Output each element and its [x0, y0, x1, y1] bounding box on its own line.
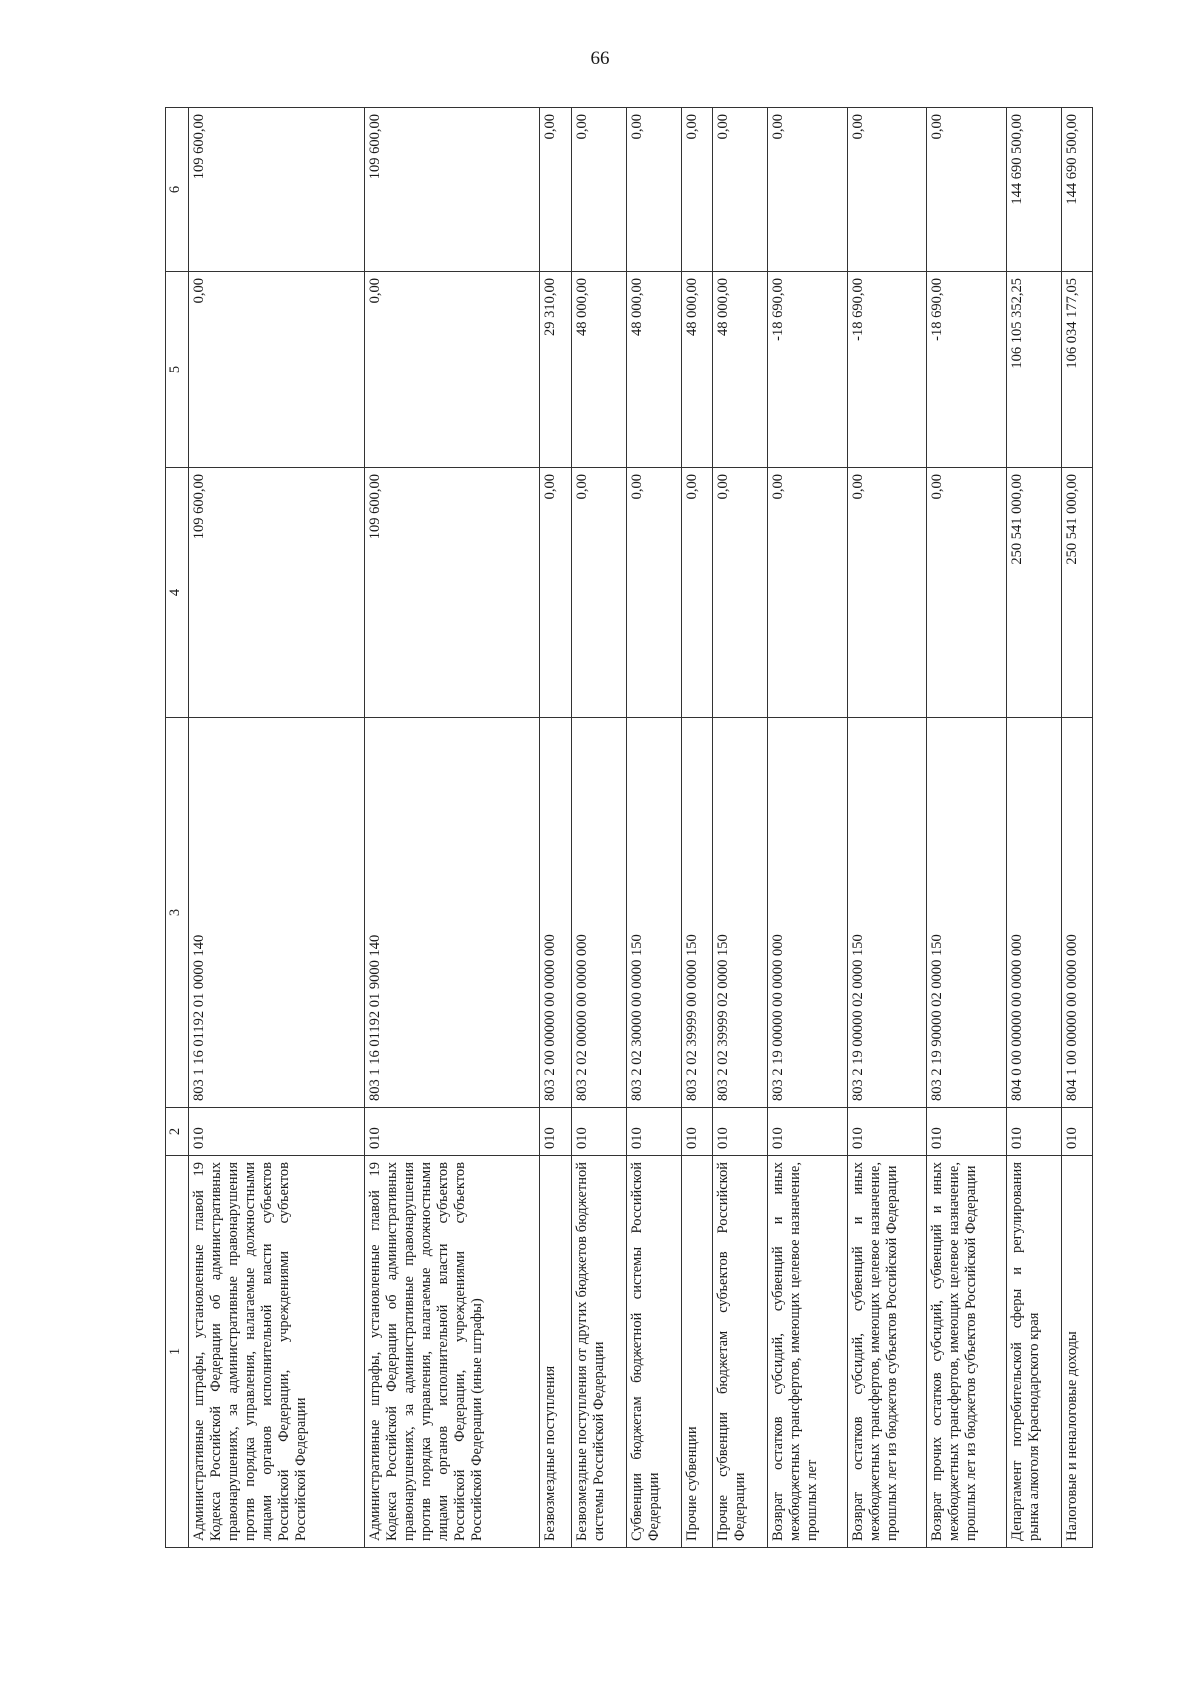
executed-amount-cell: 106 034 177,05 [1061, 272, 1092, 468]
budget-code-cell: 803 2 00 00000 00 0000 000 [540, 718, 571, 1108]
row-code-cell: 010 [847, 1108, 926, 1156]
row-name-cell: Безвозмездные поступления от других бюджетов бюджетной системы Российской Федерации [571, 1156, 626, 1548]
rotated-table-container [165, 108, 1093, 1548]
table-row [682, 108, 713, 1548]
executed-amount-cell: -18 690,00 [768, 272, 847, 468]
unexecuted-amount-cell: 0,00 [571, 108, 626, 272]
budget-code-cell: 803 2 19 00000 02 0000 150 [847, 718, 926, 1108]
table-row [713, 108, 768, 1548]
budget-code-cell: 803 2 19 90000 02 0000 150 [927, 718, 1006, 1108]
table-body [189, 108, 1093, 1548]
unexecuted-amount-cell: 0,00 [682, 108, 713, 272]
table-header-row [166, 108, 189, 1548]
executed-amount-cell: 0,00 [189, 272, 365, 468]
budget-code-cell: 803 1 16 01192 01 9000 140 [364, 718, 540, 1108]
row-code-cell: 010 [1006, 1108, 1061, 1156]
row-name-cell: Возврат прочих остатков субсидий, субвенций и иных межбюджетных трансфертов, имеющих целевое назначение, прошлых лет из бюджетов субъектов Российской Федерации [927, 1156, 1006, 1548]
header-col-5: 5 [166, 272, 189, 468]
table-row [768, 108, 847, 1548]
header-col-1: 1 [166, 1156, 189, 1548]
row-code-cell: 010 [540, 1108, 571, 1156]
table-row [540, 108, 571, 1548]
budget-code-cell: 803 1 16 01192 01 0000 140 [189, 718, 365, 1108]
row-code-cell: 010 [189, 1108, 365, 1156]
budget-code-cell: 803 2 02 39999 00 0000 150 [682, 718, 713, 1108]
executed-amount-cell: 29 310,00 [540, 272, 571, 468]
row-name-cell: Административные штрафы, установленные главой 19 Кодекса Российской Федерации об административных правонарушениях, за административные правонарушения против порядка управления, налагаемые должностными лицами органов исполнительной власти субъектов Российской Федерации, учреждениями субъектов Российской Федерации (иные штрафы) [364, 1156, 540, 1548]
executed-amount-cell: -18 690,00 [927, 272, 1006, 468]
approved-amount-cell: 0,00 [540, 468, 571, 718]
unexecuted-amount-cell: 0,00 [768, 108, 847, 272]
executed-amount-cell: 48 000,00 [713, 272, 768, 468]
approved-amount-cell: 0,00 [682, 468, 713, 718]
budget-code-cell: 804 0 00 00000 00 0000 000 [1006, 718, 1061, 1108]
row-name-cell: Департамент потребительской сферы и регулирования рынка алкоголя Краснодарского края [1006, 1156, 1061, 1548]
unexecuted-amount-cell: 144 690 500,00 [1061, 108, 1092, 272]
executed-amount-cell: 0,00 [364, 272, 540, 468]
unexecuted-amount-cell: 0,00 [927, 108, 1006, 272]
budget-execution-table [165, 107, 1093, 1548]
row-code-cell: 010 [1061, 1108, 1092, 1156]
unexecuted-amount-cell: 0,00 [540, 108, 571, 272]
approved-amount-cell: 0,00 [626, 468, 681, 718]
approved-amount-cell: 250 541 000,00 [1061, 468, 1092, 718]
header-col-4: 4 [166, 468, 189, 718]
row-code-cell: 010 [927, 1108, 1006, 1156]
approved-amount-cell: 0,00 [768, 468, 847, 718]
budget-code-cell: 803 2 19 00000 00 0000 000 [768, 718, 847, 1108]
row-name-cell: Возврат остатков субсидий, субвенций и иных межбюджетных трансфертов, имеющих целевое назначение, прошлых лет из бюджетов субъектов Российской Федерации [847, 1156, 926, 1548]
table-row [626, 108, 681, 1548]
executed-amount-cell: 106 105 352,25 [1006, 272, 1061, 468]
header-col-6: 6 [166, 108, 189, 272]
table-row [189, 108, 365, 1548]
budget-code-cell: 804 1 00 00000 00 0000 000 [1061, 718, 1092, 1108]
table-row [847, 108, 926, 1548]
executed-amount-cell: 48 000,00 [682, 272, 713, 468]
approved-amount-cell: 109 600,00 [364, 468, 540, 718]
row-name-cell: Возврат остатков субсидий, субвенций и иных межбюджетных трансфертов, имеющих целевое назначение, прошлых лет [768, 1156, 847, 1548]
header-col-3: 3 [166, 718, 189, 1108]
executed-amount-cell: 48 000,00 [571, 272, 626, 468]
table-row [1006, 108, 1061, 1548]
budget-code-cell: 803 2 02 30000 00 0000 150 [626, 718, 681, 1108]
table-row [927, 108, 1006, 1548]
approved-amount-cell: 0,00 [847, 468, 926, 718]
row-name-cell: Безвозмездные поступления [540, 1156, 571, 1548]
unexecuted-amount-cell: 144 690 500,00 [1006, 108, 1061, 272]
unexecuted-amount-cell: 109 600,00 [189, 108, 365, 272]
table-row [364, 108, 540, 1548]
page-number: 66 [590, 48, 610, 69]
row-code-cell: 010 [626, 1108, 681, 1156]
row-code-cell: 010 [682, 1108, 713, 1156]
header-col-2: 2 [166, 1108, 189, 1156]
approved-amount-cell: 0,00 [927, 468, 1006, 718]
executed-amount-cell: -18 690,00 [847, 272, 926, 468]
approved-amount-cell: 250 541 000,00 [1006, 468, 1061, 718]
unexecuted-amount-cell: 0,00 [626, 108, 681, 272]
unexecuted-amount-cell: 0,00 [713, 108, 768, 272]
row-name-cell: Прочие субвенции бюджетам субъектов Российской Федерации [713, 1156, 768, 1548]
row-name-cell: Налоговые и неналоговые доходы [1061, 1156, 1092, 1548]
approved-amount-cell: 0,00 [713, 468, 768, 718]
approved-amount-cell: 0,00 [571, 468, 626, 718]
row-code-cell: 010 [768, 1108, 847, 1156]
unexecuted-amount-cell: 109 600,00 [364, 108, 540, 272]
executed-amount-cell: 48 000,00 [626, 272, 681, 468]
unexecuted-amount-cell: 0,00 [847, 108, 926, 272]
approved-amount-cell: 109 600,00 [189, 468, 365, 718]
row-name-cell: Административные штрафы, установленные главой 19 Кодекса Российской Федерации об административных правонарушениях, за административные правонарушения против порядка управления, налагаемые должностными лицами органов исполнительной власти субъектов Российской Федерации, учреждениями субъектов Российской Федерации [189, 1156, 365, 1548]
row-name-cell: Субвенции бюджетам бюджетной системы Российской Федерации [626, 1156, 681, 1548]
table-row [571, 108, 626, 1548]
row-code-cell: 010 [571, 1108, 626, 1156]
row-code-cell: 010 [364, 1108, 540, 1156]
row-name-cell: Прочие субвенции [682, 1156, 713, 1548]
row-code-cell: 010 [713, 1108, 768, 1156]
budget-code-cell: 803 2 02 39999 02 0000 150 [713, 718, 768, 1108]
table-row [1061, 108, 1092, 1548]
budget-code-cell: 803 2 02 00000 00 0000 000 [571, 718, 626, 1108]
